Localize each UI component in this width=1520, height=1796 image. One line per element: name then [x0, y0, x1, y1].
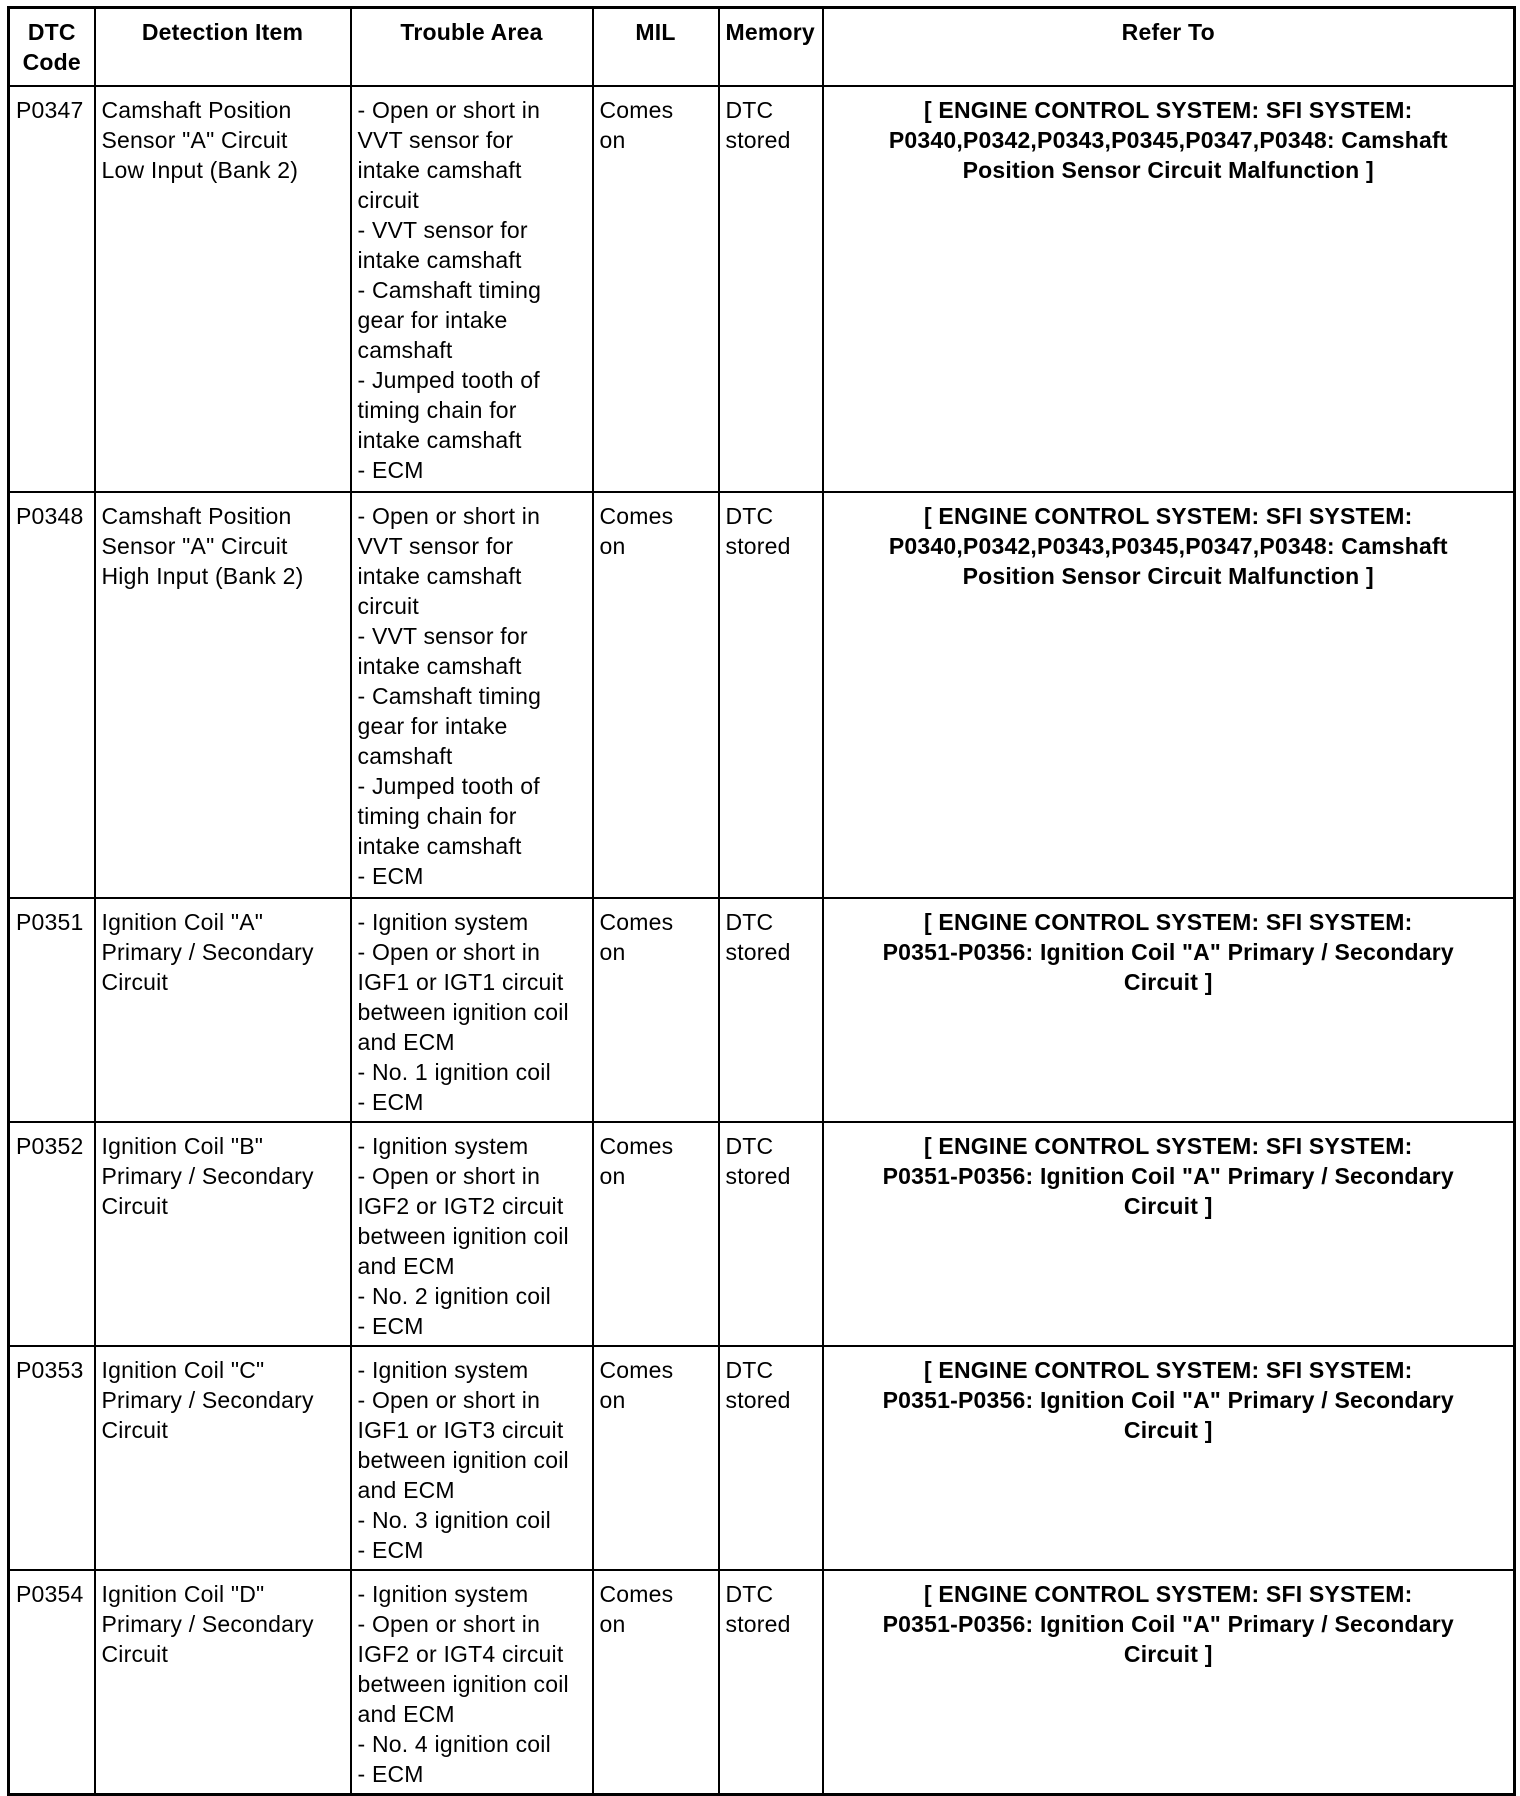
detection-item-line: Circuit	[101, 1417, 169, 1443]
trouble-area-line: circuit	[357, 593, 419, 619]
trouble-area-line: intake camshaft	[357, 427, 522, 453]
trouble-area-line: - Open or short in	[357, 1163, 541, 1189]
memory-line: stored	[725, 1611, 791, 1637]
refer-to-line: Circuit ]	[1123, 1417, 1213, 1443]
table-body	[9, 86, 1515, 1795]
detection-item-line: Camshaft Position	[101, 97, 292, 123]
memory-cell	[719, 86, 823, 492]
detection-item-line: Circuit	[101, 1641, 169, 1667]
mil-line: Comes	[599, 503, 674, 529]
trouble-area-line: and ECM	[357, 1477, 455, 1503]
memory-line: stored	[725, 1163, 791, 1189]
refer-to-line: Circuit ]	[1123, 1193, 1213, 1219]
trouble-area-line: IGF2 or IGT4 circuit	[357, 1641, 564, 1667]
refer-to-line: [ ENGINE CONTROL SYSTEM: SFI SYSTEM:	[923, 1581, 1413, 1607]
mil-cell	[593, 1570, 719, 1795]
trouble-area-line: - ECM	[357, 1761, 424, 1787]
refer-to-line: P0351-P0356: Ignition Coil "A" Primary / Secondary	[882, 939, 1454, 965]
trouble-area-line: - VVT sensor for	[357, 217, 528, 243]
trouble-area-line: - ECM	[357, 457, 424, 483]
detection-item-cell	[95, 898, 351, 1122]
trouble-area-line: - Ignition system	[357, 1133, 529, 1159]
trouble-area-line: and ECM	[357, 1701, 455, 1727]
detection-item-cell	[95, 1570, 351, 1795]
dtc-code-cell: P0354	[9, 1570, 95, 1795]
trouble-area-line: - Camshaft timing	[357, 683, 542, 709]
trouble-area-line: - No. 4 ignition coil	[357, 1731, 551, 1757]
detection-item-line: Ignition Coil "C"	[101, 1357, 265, 1383]
trouble-area-line: - ECM	[357, 1537, 424, 1563]
refer-to-line: P0351-P0356: Ignition Coil "A" Primary / Secondary	[882, 1611, 1454, 1637]
trouble-area-cell	[351, 898, 593, 1122]
detection-item-line: Primary / Secondary	[101, 1163, 314, 1189]
header-memory: Memory	[719, 8, 823, 87]
dtc-code-cell: P0352	[9, 1122, 95, 1346]
mil-line: Comes	[599, 1133, 674, 1159]
mil-line: Comes	[599, 909, 674, 935]
trouble-area-line: between ignition coil	[357, 1223, 569, 1249]
detection-item-line: Primary / Secondary	[101, 1387, 314, 1413]
table-header-row	[9, 8, 1515, 87]
detection-item-line: Primary / Secondary	[101, 939, 314, 965]
table-row	[9, 1122, 1515, 1346]
detection-item-line: Sensor "A" Circuit	[101, 533, 288, 559]
trouble-area-line: - Jumped tooth of	[357, 773, 540, 799]
trouble-area-line: - ECM	[357, 1313, 424, 1339]
trouble-area-line: VVT sensor for	[357, 533, 514, 559]
header-mil: MIL	[593, 8, 719, 87]
mil-cell	[593, 86, 719, 492]
refer-to-line: Position Sensor Circuit Malfunction ]	[962, 563, 1374, 589]
mil-line: on	[599, 533, 626, 559]
trouble-area-cell	[351, 1570, 593, 1795]
memory-line: stored	[725, 1387, 791, 1413]
trouble-area-line: IGF2 or IGT2 circuit	[357, 1193, 564, 1219]
detection-item-cell	[95, 1346, 351, 1570]
mil-cell	[593, 492, 719, 898]
header-refer-to: Refer To	[823, 8, 1515, 87]
detection-item-line: Ignition Coil "B"	[101, 1133, 264, 1159]
detection-item-line: Ignition Coil "D"	[101, 1581, 265, 1607]
trouble-area-line: - No. 2 ignition coil	[357, 1283, 551, 1309]
trouble-area-line: - Open or short in	[357, 1387, 541, 1413]
dtc-code-cell: P0353	[9, 1346, 95, 1570]
refer-to-cell	[823, 1346, 1515, 1570]
trouble-area-line: camshaft	[357, 337, 453, 363]
trouble-area-line: between ignition coil	[357, 1447, 569, 1473]
refer-to-line: P0351-P0356: Ignition Coil "A" Primary / Secondary	[882, 1163, 1454, 1189]
detection-item-line: Circuit	[101, 1193, 169, 1219]
trouble-area-line: - Jumped tooth of	[357, 367, 540, 393]
memory-cell	[719, 1122, 823, 1346]
mil-cell	[593, 1346, 719, 1570]
table-row	[9, 1570, 1515, 1795]
table-row	[9, 1346, 1515, 1570]
dtc-table	[7, 6, 1516, 1796]
detection-item-line: Low Input (Bank 2)	[101, 157, 299, 183]
refer-to-line: [ ENGINE CONTROL SYSTEM: SFI SYSTEM:	[923, 97, 1413, 123]
refer-to-line: P0340,P0342,P0343,P0345,P0347,P0348: Camshaft	[888, 127, 1448, 153]
trouble-area-line: - Open or short in	[357, 1611, 541, 1637]
trouble-area-line: IGF1 or IGT3 circuit	[357, 1417, 564, 1443]
trouble-area-line: - Ignition system	[357, 909, 529, 935]
memory-line: DTC	[725, 1357, 774, 1383]
mil-line: Comes	[599, 1357, 674, 1383]
trouble-area-line: between ignition coil	[357, 1671, 569, 1697]
trouble-area-line: - No. 1 ignition coil	[357, 1059, 551, 1085]
trouble-area-line: between ignition coil	[357, 999, 569, 1025]
trouble-area-line: intake camshaft	[357, 833, 522, 859]
header-detection-item: Detection Item	[95, 8, 351, 87]
trouble-area-line: - Open or short in	[357, 939, 541, 965]
trouble-area-line: and ECM	[357, 1253, 455, 1279]
trouble-area-line: timing chain for	[357, 397, 517, 423]
trouble-area-cell	[351, 1346, 593, 1570]
trouble-area-cell	[351, 86, 593, 492]
mil-line: on	[599, 1611, 626, 1637]
refer-to-line: [ ENGINE CONTROL SYSTEM: SFI SYSTEM:	[923, 503, 1413, 529]
header-dtc-code: DTC Code	[9, 8, 95, 87]
detection-item-cell	[95, 1122, 351, 1346]
dtc-code-cell: P0351	[9, 898, 95, 1122]
refer-to-cell	[823, 1122, 1515, 1346]
refer-to-line: Circuit ]	[1123, 1641, 1213, 1667]
table-row	[9, 898, 1515, 1122]
table-row	[9, 492, 1515, 898]
trouble-area-line: - Camshaft timing	[357, 277, 542, 303]
detection-item-line: Camshaft Position	[101, 503, 292, 529]
trouble-area-line: and ECM	[357, 1029, 455, 1055]
dtc-code-cell: P0347	[9, 86, 95, 492]
trouble-area-line: timing chain for	[357, 803, 517, 829]
trouble-area-line: intake camshaft	[357, 247, 522, 273]
memory-line: stored	[725, 127, 791, 153]
refer-to-line: [ ENGINE CONTROL SYSTEM: SFI SYSTEM:	[923, 1133, 1413, 1159]
trouble-area-line: - Ignition system	[357, 1581, 529, 1607]
refer-to-line: Circuit ]	[1123, 969, 1213, 995]
memory-line: DTC	[725, 1133, 774, 1159]
detection-item-line: Primary / Secondary	[101, 1611, 314, 1637]
trouble-area-cell	[351, 1122, 593, 1346]
refer-to-line: P0351-P0356: Ignition Coil "A" Primary / Secondary	[882, 1387, 1454, 1413]
mil-cell	[593, 898, 719, 1122]
trouble-area-line: - ECM	[357, 1089, 424, 1115]
trouble-area-line: - ECM	[357, 863, 424, 889]
refer-to-cell	[823, 86, 1515, 492]
refer-to-cell	[823, 898, 1515, 1122]
trouble-area-line: IGF1 or IGT1 circuit	[357, 969, 564, 995]
detection-item-line: Ignition Coil "A"	[101, 909, 264, 935]
refer-to-line: [ ENGINE CONTROL SYSTEM: SFI SYSTEM:	[923, 909, 1413, 935]
header-trouble-area: Trouble Area	[351, 8, 593, 87]
refer-to-cell	[823, 492, 1515, 898]
mil-line: on	[599, 127, 626, 153]
trouble-area-line: - No. 3 ignition coil	[357, 1507, 551, 1533]
memory-line: stored	[725, 939, 791, 965]
memory-cell	[719, 898, 823, 1122]
mil-line: on	[599, 939, 626, 965]
trouble-area-line: circuit	[357, 187, 419, 213]
detection-item-line: Circuit	[101, 969, 169, 995]
trouble-area-line: - Open or short in	[357, 97, 541, 123]
detection-item-cell	[95, 86, 351, 492]
dtc-code-cell: P0348	[9, 492, 95, 898]
mil-line: on	[599, 1387, 626, 1413]
memory-line: stored	[725, 533, 791, 559]
memory-cell	[719, 492, 823, 898]
trouble-area-line: - VVT sensor for	[357, 623, 528, 649]
table-row	[9, 86, 1515, 492]
trouble-area-line: camshaft	[357, 743, 453, 769]
memory-line: DTC	[725, 1581, 774, 1607]
refer-to-line: Position Sensor Circuit Malfunction ]	[962, 157, 1374, 183]
refer-to-line: [ ENGINE CONTROL SYSTEM: SFI SYSTEM:	[923, 1357, 1413, 1383]
detection-item-cell	[95, 492, 351, 898]
mil-line: Comes	[599, 97, 674, 123]
memory-cell	[719, 1346, 823, 1570]
refer-to-cell	[823, 1570, 1515, 1795]
trouble-area-line: gear for intake	[357, 307, 508, 333]
detection-item-line: Sensor "A" Circuit	[101, 127, 288, 153]
memory-cell	[719, 1570, 823, 1795]
mil-line: on	[599, 1163, 626, 1189]
trouble-area-line: gear for intake	[357, 713, 508, 739]
memory-line: DTC	[725, 909, 774, 935]
trouble-area-line: intake camshaft	[357, 563, 522, 589]
trouble-area-line: VVT sensor for	[357, 127, 514, 153]
trouble-area-line: - Ignition system	[357, 1357, 529, 1383]
memory-line: DTC	[725, 97, 774, 123]
trouble-area-line: intake camshaft	[357, 653, 522, 679]
trouble-area-line: - Open or short in	[357, 503, 541, 529]
mil-cell	[593, 1122, 719, 1346]
refer-to-line: P0340,P0342,P0343,P0345,P0347,P0348: Camshaft	[888, 533, 1448, 559]
memory-line: DTC	[725, 503, 774, 529]
detection-item-line: High Input (Bank 2)	[101, 563, 304, 589]
trouble-area-line: intake camshaft	[357, 157, 522, 183]
mil-line: Comes	[599, 1581, 674, 1607]
trouble-area-cell	[351, 492, 593, 898]
